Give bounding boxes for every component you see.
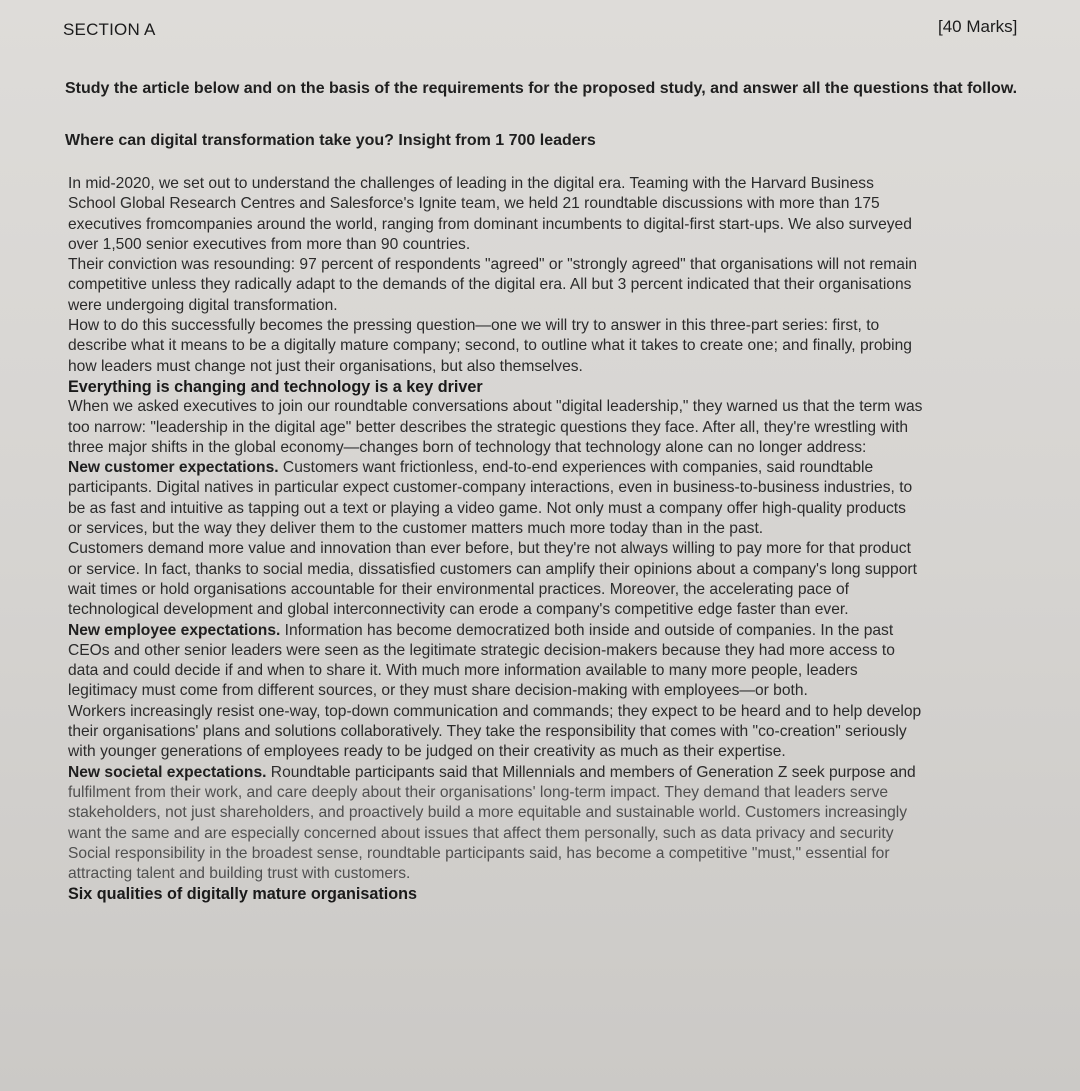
article-line: Social responsibility in the broadest sense, roundtable participants said, has become a competitive "must," essential for [68,844,890,862]
article-line: their organisations' plans and solutions collaboratively. They take the responsibility that comes with "co-creation" seriously [68,723,907,741]
article-line-text: Roundtable participants said that Millennials and members of Generation Z seek purpose and [266,763,916,781]
article-line: attracting talent and building trust with customers. [68,865,411,883]
article-body [68,174,1078,905]
article-headline: Where can digital transformation take you? Insight from 1 700 leaders [65,132,596,149]
article-line: want the same and are especially concerned about issues that affect them personally, such as data privacy and security [68,824,894,842]
article-line: How to do this successfully becomes the pressing question—one we will try to answer in this three-part series: first, to [68,317,880,335]
article-line: or service. In fact, thanks to social media, dissatisfied customers can amplify their opinions about a company's long support [68,560,917,578]
subheading-six-qualities: Six qualities of digitally mature organisations [68,885,418,904]
article-line: technological development and global interconnectivity can erode a company's competitive edge faster than ever. [68,601,849,619]
article-line: stakeholders, not just shareholders, and proactively build a more equitable and sustainable world. Customers increasingly [68,804,908,822]
subheading-technology-driver: Everything is changing and technology is a key driver [68,377,483,396]
article-line [68,458,1078,478]
article-line: When we asked executives to join our roundtable conversations about "digital leadership," they warned us that the term was [68,398,923,416]
article-line: School Global Research Centres and Salesforce's Ignite team, we held 21 roundtable discussions with more than 175 [68,195,880,213]
article-line: legitimacy must come from different sources, or they must share decision-making with employees—or both. [68,682,808,700]
article-line: wait times or hold organisations accountable for their environmental practices. Moreover, the accelerating pace of [68,580,849,598]
article-line: were undergoing digital transformation. [68,296,338,314]
article-line: with younger generations of employees ready to be judged on their creativity as much as their expertise. [68,743,786,761]
keyword-employee-expectations: New employee expectations. [68,621,281,639]
article-line: In mid-2020, we set out to understand the challenges of leading in the digital era. Teaming with the Harvard Business [68,175,874,192]
keyword-customer-expectations: New customer expectations. [68,459,279,477]
article-line: fulfilment from their work, and care deeply about their organisations' long-term impact. They demand that leaders serve [68,783,889,801]
instruction-text: Study the article below and on the basis of the requirements for the proposed study, and answer all the questions that follow. [65,80,1018,97]
article-line: too narrow: "leadership in the digital age" better describes the strategic questions they face. After all, they're wrestling with [68,418,909,436]
article-line: executives fromcompanies around the world, ranging from dominant incumbents to digital-first start-ups. We also surveyed [68,215,912,233]
keyword-societal-expectations: New societal expectations. [68,763,267,781]
article-line-text: Information has become democratized both inside and outside of companies. In the past [280,621,894,639]
section-label: SECTION A [63,20,156,39]
article-line: data and could decide if and when to share it. With much more information available to many more people, leaders [68,662,858,680]
article-line: how leaders must change not just their organisations, but also themselves. [68,357,583,375]
article-line: three major shifts in the global economy—changes born of technology that technology alone can no longer address: [68,438,867,456]
article-line: competitive unless they radically adapt to the demands of the digital era. All but 3 percent indicated that their organisations [68,276,912,294]
article-line: Their conviction was resounding: 97 percent of respondents "agreed" or "strongly agreed" that organisations will not remain [68,256,918,274]
article-line-text: Customers want frictionless, end-to-end experiences with companies, said roundtable [278,459,874,477]
article-line: CEOs and other senior leaders were seen as the legitimate strategic decision-makers because they had more access to [68,641,895,659]
article-line: or services, but the way they deliver them to the customer matters much more today than in the past. [68,520,764,538]
article-line: over 1,500 senior executives from more than 90 countries. [68,235,471,253]
marks-label: [40 Marks] [938,17,1018,36]
article-line: Customers demand more value and innovation than ever before, but they're not always willing to pay more for that product [68,540,911,558]
article-line: Workers increasingly resist one-way, top-down communication and commands; they expect to be heard and to help develop [68,702,922,720]
article-line [68,621,1078,641]
article-line: participants. Digital natives in particular expect customer-company interactions, even in business-to-business industries, to [68,479,913,497]
article-line: be as fast and intuitive as tapping out a text or playing a video game. Not only must a company offer high-quality products [68,499,906,517]
article-line [68,763,1078,783]
article-line: describe what it means to be a digitally mature company; second, to outline what it takes to create one; and finally, probing [68,337,912,355]
